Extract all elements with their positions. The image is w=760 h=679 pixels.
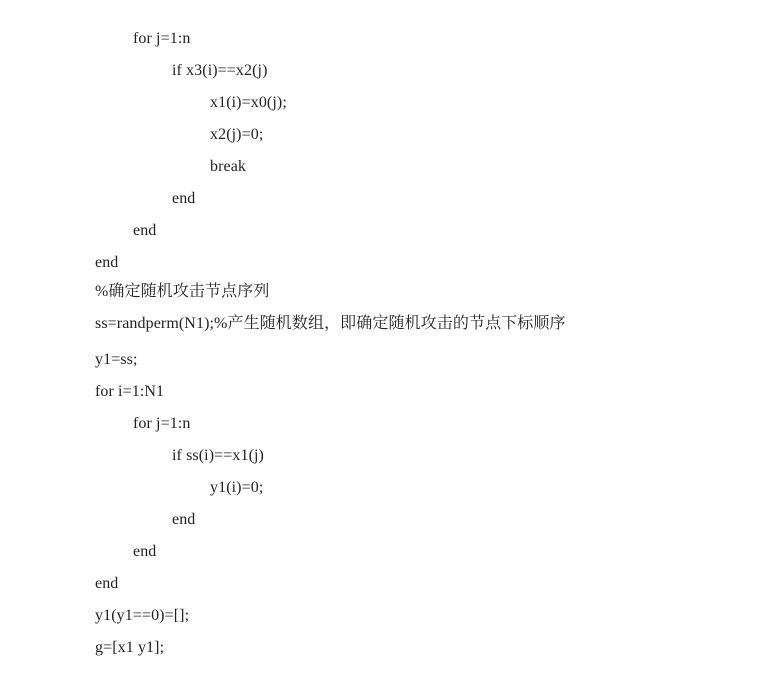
code-comment-line: %确定随机攻击节点序列	[95, 283, 270, 300]
code-line: y1(y1==0)=[];	[95, 607, 190, 624]
code-line: g=[x1 y1];	[95, 639, 165, 656]
code-line: y1=ss;	[95, 351, 138, 368]
code-line: for j=1:n	[133, 415, 191, 432]
code-line: end	[172, 190, 196, 207]
code-line: y1(i)=0;	[210, 479, 264, 496]
code-line: if ss(i)==x1(j)	[172, 447, 264, 464]
code-line: end	[95, 254, 119, 271]
code-line: if x3(i)==x2(j)	[172, 62, 268, 79]
code-line: end	[172, 511, 196, 528]
code-line: end	[133, 543, 157, 560]
code-line: end	[95, 575, 119, 592]
code-line: ss=randperm(N1);%产生随机数组，即确定随机攻击的节点下标顺序	[95, 315, 566, 332]
code-line: end	[133, 222, 157, 239]
code-line: break	[210, 158, 247, 175]
code-line: x2(j)=0;	[210, 126, 264, 143]
code-line: x1(i)=x0(j);	[210, 94, 287, 111]
code-line: for i=1:N1	[95, 383, 165, 400]
code-line: for j=1:n	[133, 30, 191, 47]
